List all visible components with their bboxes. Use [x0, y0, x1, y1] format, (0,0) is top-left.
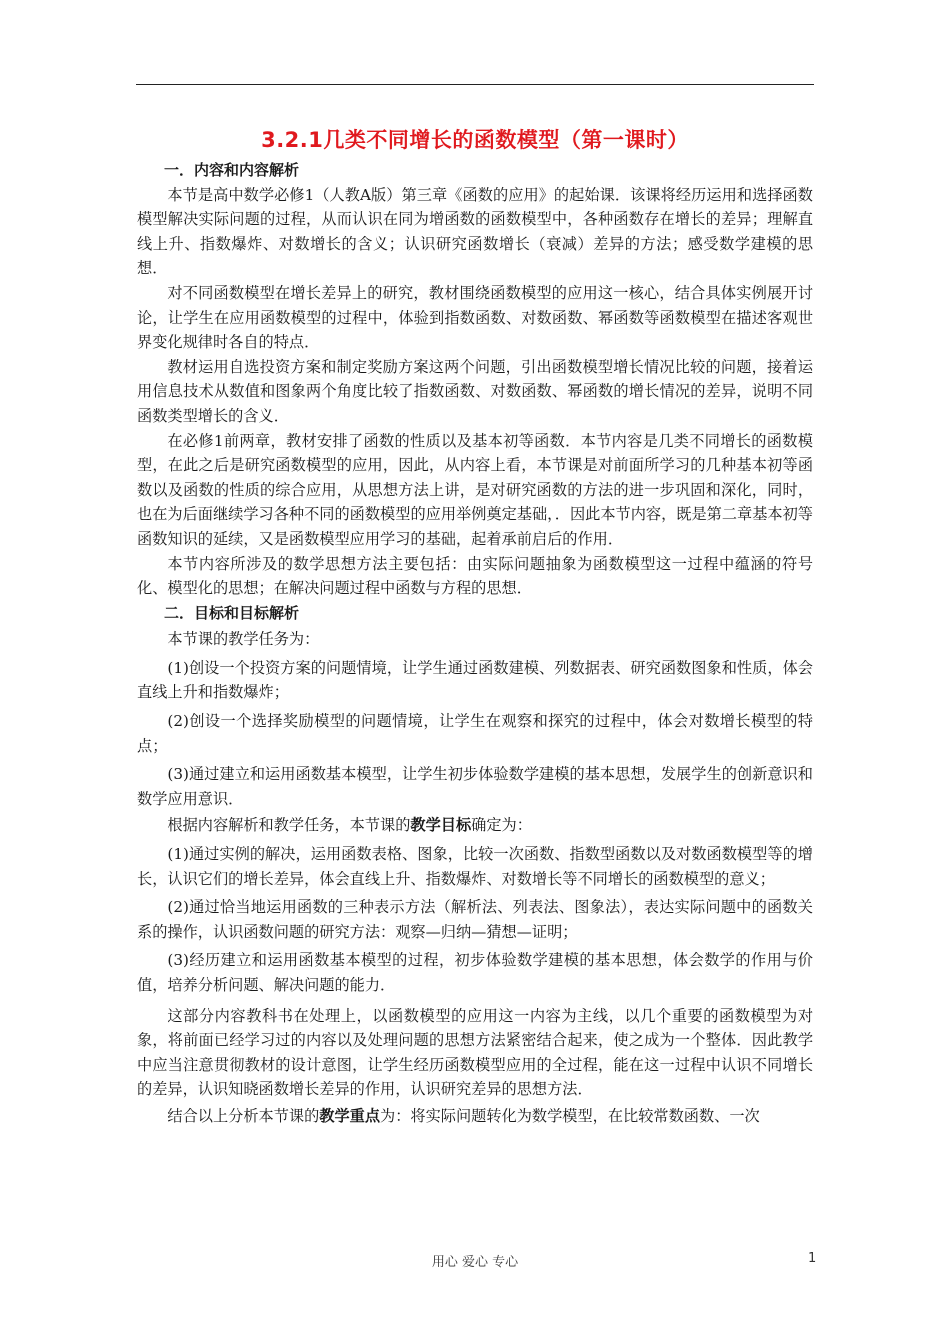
goal-item: (3)经历建立和运用函数基本模型的过程，初步体验数学建模的基本思想，体会数学的作用与价值，培养分析问题、解决问题的能力． [137, 951, 813, 994]
section-heading-2: 二．目标和目标解析 [164, 603, 300, 622]
task-item: (3)通过建立和运用函数基本模型，让学生初步体验数学建模的基本思想，发展学生的创新意识和数学应用意识． [137, 765, 813, 808]
goal-lead-emphasis: 教学目标 [410, 816, 472, 835]
goal-item: (1)通过实例的解决，运用函数表格、图象，比较一次函数、指数型函数以及对数函数模型等的增长，认识它们的增长差异，体会直线上升、指数爆炸、对数增长等不同增长的函数模型的意义； [137, 845, 813, 888]
section-heading-1: 一．内容和内容解析 [164, 161, 300, 179]
key-point-lead [137, 1104, 813, 1129]
goal-lead [137, 813, 813, 838]
goal-lead-text: 确定为： [471, 816, 532, 835]
paragraph: 本节内容所涉及的数学思想方法主要包括：由实际问题抽象为函数模型这一过程中蕴涵的符号化、模型化的思想；在解决问题过程中函数与方程的思想． [137, 554, 813, 598]
paragraph: 教材运用自选投资方案和制定奖励方案这两个问题，引出函数模型增长情况比较的问题，接着运用信息技术从数值和图象两个角度比较了指数函数、对数函数、幂函数的增长情况的差异，说明不同函数类型增长的含义． [137, 357, 813, 425]
key-lead-text: 为：将实际问题转化为数学模型，在比较常数函数、一次 [380, 1106, 760, 1125]
key-lead-emphasis: 教学重点 [319, 1106, 381, 1125]
key-lead-text: 结合以上分析本节课的 [167, 1106, 320, 1125]
footer-slogan: 用心 爱心 专心 [431, 1255, 519, 1270]
paragraph: 本节课的教学任务为： [167, 630, 320, 649]
header-rule [136, 84, 814, 85]
paragraph: 本节是高中数学必修1（人教A版）第三章《函数的应用》的起始课．该课将经历运用和选择函数模型解决实际问题的过程，从而认识在同为增函数的函数模型中，各种函数存在增长的差异；理解直线上升、指数爆炸、对数增长的含义；认识研究函数增长（衰减）差异的方法；感受数学建模的思想． [137, 185, 813, 278]
document-body [137, 158, 813, 1129]
task-item: (1)创设一个投资方案的问题情境，让学生通过函数建模、列数据表、研究函数图象和性质，体会直线上升和指数爆炸； [137, 658, 813, 702]
goal-item: (2)通过恰当地运用函数的三种表示方法（解析法、列表法、图象法），表达实际问题中的函数关系的操作，认识函数问题的研究方法：观察—归纳—猜想—证明； [137, 898, 813, 941]
goal-lead-text: 根据内容解析和教学任务，本节课的 [167, 816, 411, 835]
paragraph: 在必修1前两章，教材安排了函数的性质以及基本初等函数．本节内容是几类不同增长的函数模型，在此之后是研究函数模型的应用，因此，从内容上看，本节课是对前面所学习的几种基本初等函数以及函数的性质的综合应用，从思想方法上讲，是对研究函数的方法的进一步巩固和深化，同时，也在为后面继续学习各种不同的函数模型的应用举例奠定基础，．因此本节内容，既是第二章基本初等函数知识的延续，又是函数模型应用学习的基础，起着承前启后的作用． [137, 431, 813, 548]
paragraph: 对不同函数模型在增长差异上的研究，教材围绕函数模型的应用这一核心，结合具体实例展开讨论，让学生在应用函数模型的过程中，体验到指数函数、对数函数、幂函数等函数模型在描述客观世界变化规律时各自的特点． [137, 283, 813, 352]
paragraph: 这部分内容教科书在处理上，以函数模型的应用这一内容为主线，以几个重要的函数模型为对象，将前面已经学习过的内容以及处理问题的思想方法紧密结合起来，使之成为一个整体．因此教学中应当注意贯彻教材的设计意图，让学生经历函数模型应用的全过程，能在这一过程中认识不同增长的差异，认识知晓函数增长差异的作用，认识研究差异的思想方法． [137, 1006, 813, 1099]
page-number: 1 [808, 1251, 817, 1266]
task-item: (2)创设一个选择奖励模型的问题情境，让学生在观察和探究的过程中，体会对数增长模型的特点； [137, 712, 813, 755]
document-title: 3.2.1几类不同增长的函数模型（第一课时） [261, 128, 689, 152]
